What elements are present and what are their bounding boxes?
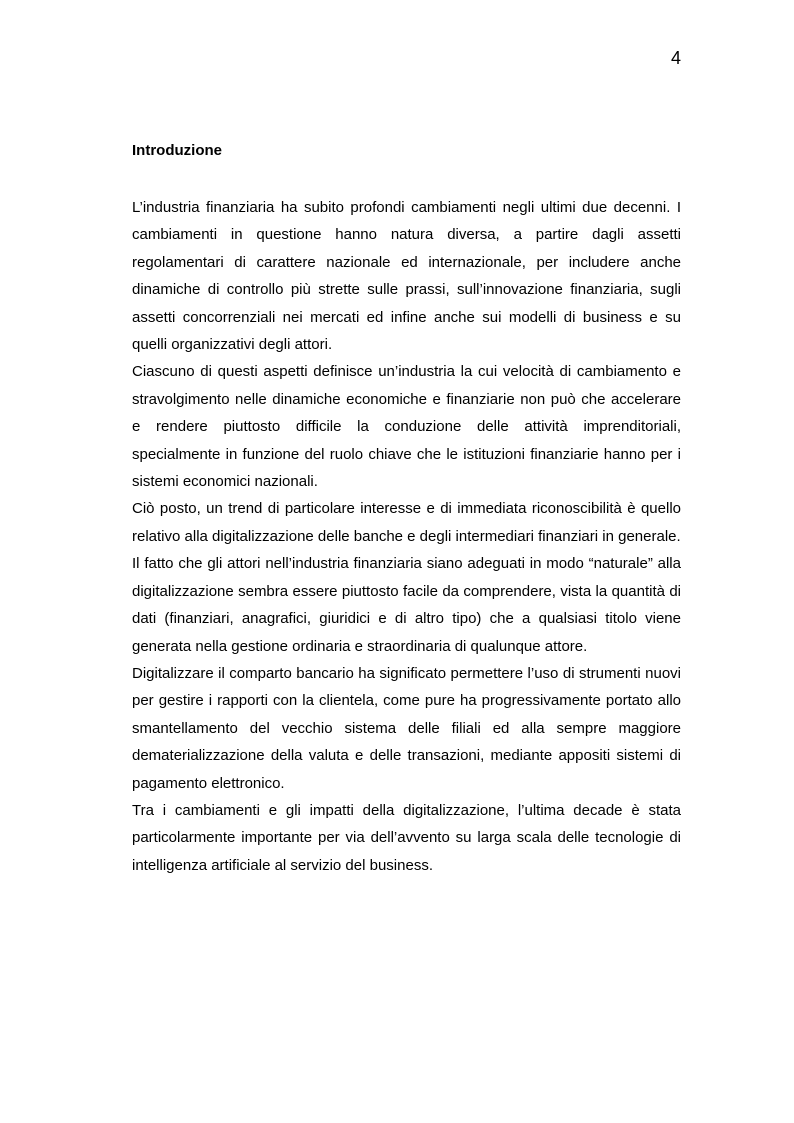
document-body	[132, 139, 681, 879]
paragraph: Ciascuno di questi aspetti definisce un’industria la cui velocità di cambiamento e stravolgimento nelle dinamiche economiche e finanziarie non può che accelerare e rendere piuttosto difficile la conduzione delle attività imprenditoriali, specialmente in funzione del ruolo chiave che le istituzioni finanziarie hanno per i sistemi economici nazionali.	[132, 363, 681, 491]
page-number: 4	[670, 48, 681, 68]
paragraph: Tra i cambiamenti e gli impatti della digitalizzazione, l’ultima decade è stata particolarmente importante per via dell’avvento su larga scala delle tecnologie di intelligenza artificiale al servizio del business.	[132, 801, 681, 874]
paragraph: Il fatto che gli attori nell’industria finanziaria siano adeguati in modo “naturale” alla digitalizzazione sembra essere piuttosto facile da comprendere, vista la quantità di dati (finanziari, anagrafici, giuridici e di altro tipo) che a qualsiasi titolo viene generata nella gestione ordinaria e straordinaria di qualunque attore.	[132, 555, 681, 655]
paragraph: L’industria finanziaria ha subito profondi cambiamenti negli ultimi due decenni. I cambiamenti in questione hanno natura diversa, a partire dagli assetti regolamentari di carattere nazionale ed internazionale, per includere anche dinamiche di controllo più strette sulle prassi, sull’innovazione finanziaria, sugli assetti concorrenziali nei mercati ed infine anche sui modelli di business e su quelli organizzativi degli attori.	[132, 199, 681, 354]
paragraph: Digitalizzare il comparto bancario ha significato permettere l’uso di strumenti nuovi per gestire i rapporti con la clientela, come pure ha progressivamente portato allo smantellamento del vecchio sistema delle filiali ed alla sempre maggiore dematerializzazione della valuta e delle transazioni, mediante appositi sistemi di pagamento elettronico.	[132, 664, 681, 792]
section-title: Introduzione	[132, 142, 222, 159]
paragraph: Ciò posto, un trend di particolare interesse e di immediata riconoscibilità è quello relativo alla digitalizzazione delle banche e degli intermediari finanziari in generale.	[132, 500, 681, 545]
